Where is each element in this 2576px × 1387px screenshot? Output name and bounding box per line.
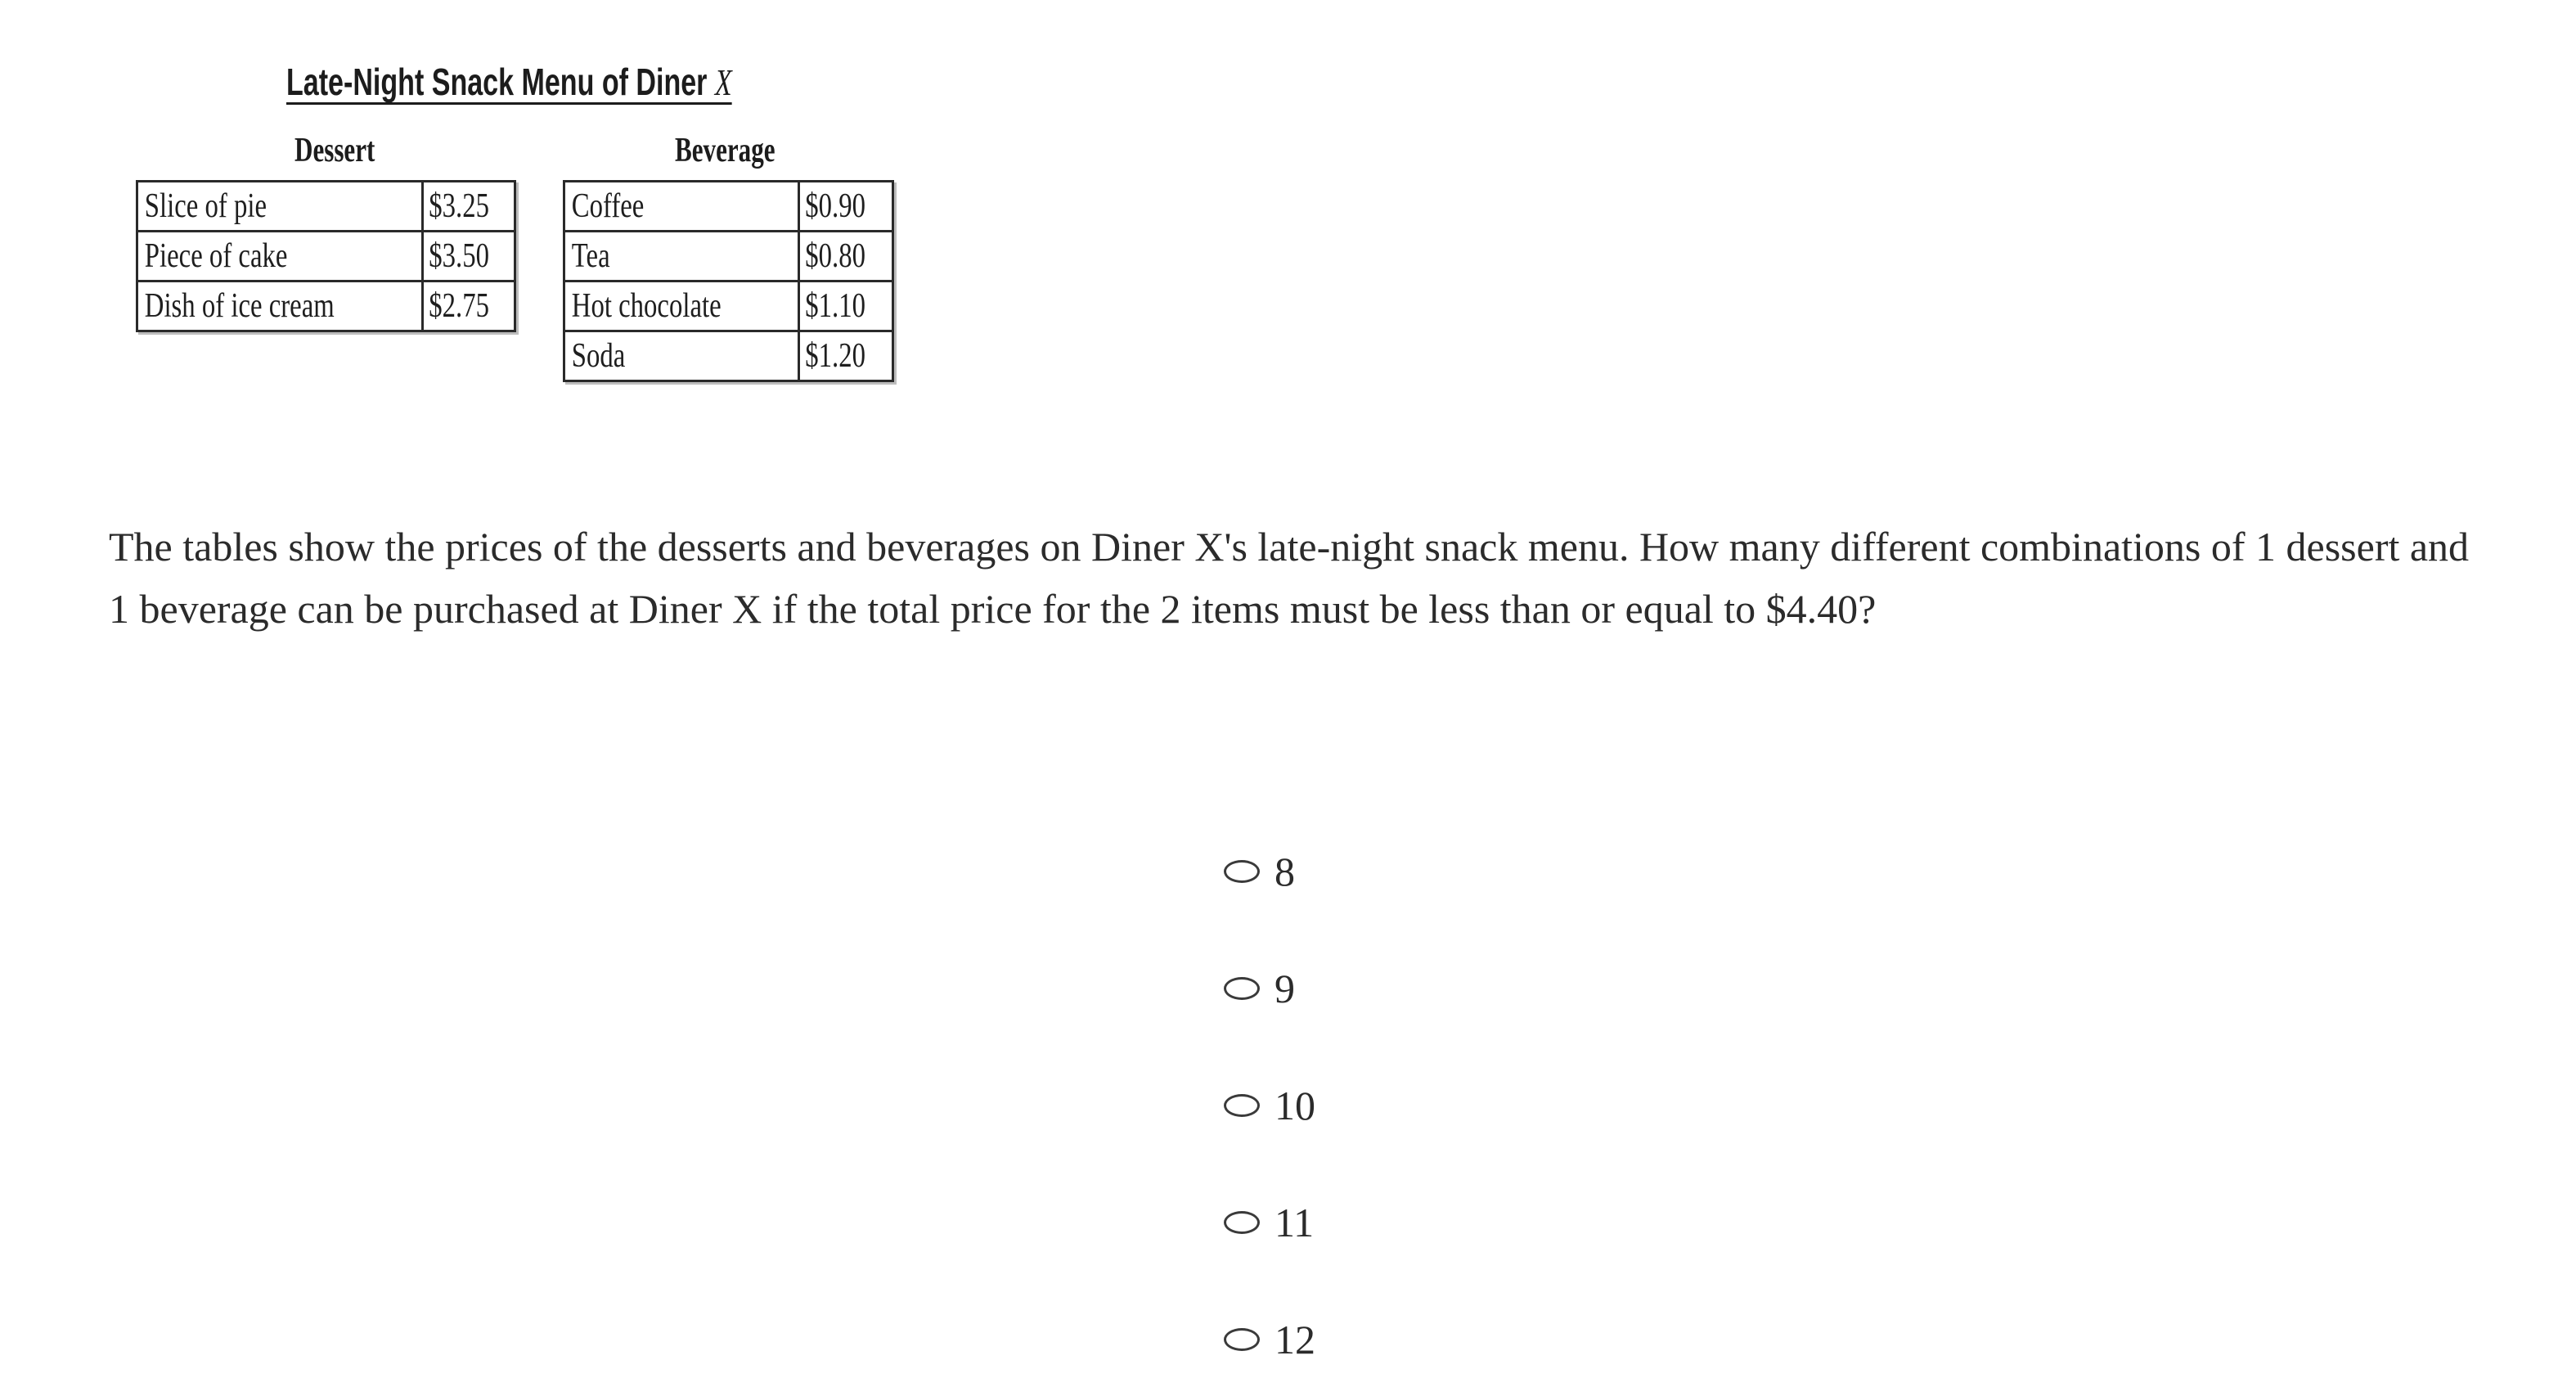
table-row — [564, 232, 893, 281]
dessert-table — [136, 180, 516, 332]
table-row — [137, 281, 515, 331]
option-label: 8 — [1275, 849, 1295, 894]
beverage-item: Tea — [564, 232, 799, 281]
dessert-price: $3.25 — [423, 182, 515, 232]
radio-button[interactable] — [1224, 977, 1260, 1000]
dessert-item: Dish of ice cream — [137, 281, 423, 331]
beverage-price: $1.10 — [799, 281, 893, 331]
dessert-item: Slice of pie — [137, 182, 423, 232]
option-label: 10 — [1275, 1083, 1315, 1128]
option-8[interactable] — [1224, 843, 1404, 900]
beverage-label: Beverage — [675, 132, 775, 169]
beverage-price: $1.20 — [799, 331, 893, 381]
dessert-label: Dessert — [294, 132, 375, 169]
option-label: 11 — [1275, 1200, 1315, 1245]
radio-button[interactable] — [1224, 1094, 1260, 1117]
table-row — [564, 331, 893, 381]
radio-button[interactable] — [1224, 1328, 1260, 1351]
table-row — [564, 281, 893, 331]
beverage-item: Hot chocolate — [564, 281, 799, 331]
dessert-price: $3.50 — [423, 232, 515, 281]
table-row — [137, 232, 515, 281]
menu-title — [286, 62, 732, 105]
beverage-price: $0.90 — [799, 182, 893, 232]
option-label: 12 — [1275, 1317, 1315, 1362]
menu-figure — [131, 57, 916, 409]
beverage-table — [563, 180, 894, 382]
dessert-item: Piece of cake — [137, 232, 423, 281]
menu-title-variable: X — [714, 61, 732, 103]
option-10[interactable] — [1224, 1077, 1404, 1134]
option-12[interactable] — [1224, 1311, 1404, 1368]
beverage-item: Soda — [564, 331, 799, 381]
dessert-price: $2.75 — [423, 281, 515, 331]
table-row — [137, 182, 515, 232]
beverage-item: Coffee — [564, 182, 799, 232]
question-text: The tables show the prices of the desserts and beverages on Diner X's late-night snack menu. How many different combinations of 1 dessert and 1 beverage can be purchased at Diner X if the total price for the 2 items must be less than or equal to $4.40? — [109, 524, 2470, 632]
option-11[interactable] — [1224, 1194, 1404, 1251]
beverage-price: $0.80 — [799, 232, 893, 281]
menu-title-text: Late-Night Snack Menu of Diner — [286, 61, 708, 103]
option-label: 9 — [1275, 966, 1295, 1011]
table-row — [564, 182, 893, 232]
radio-button[interactable] — [1224, 1211, 1260, 1234]
radio-button[interactable] — [1224, 860, 1260, 883]
option-9[interactable] — [1224, 960, 1404, 1017]
